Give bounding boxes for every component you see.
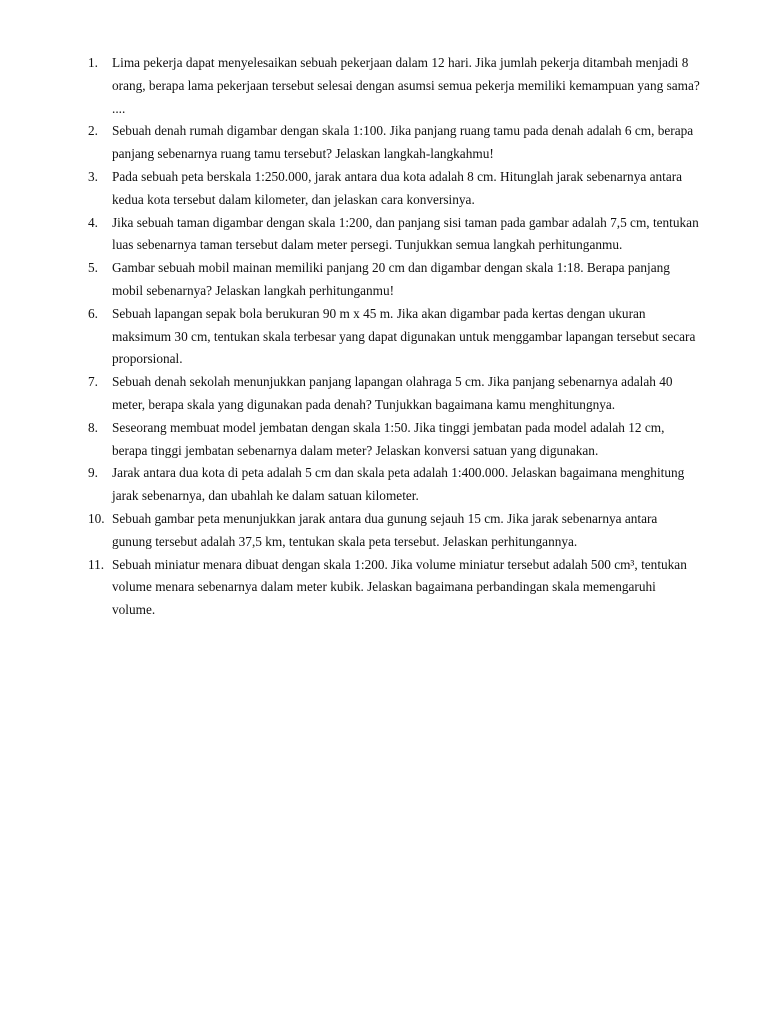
question-item — [88, 554, 700, 622]
question-text: Sebuah lapangan sepak bola berukuran 90 m x 45 m. Jika akan digambar pada kertas dengan ukuran maksimum 30 cm, tentukan skala terbesar yang dapat digunakan untuk menggambar lapangan tersebut secara proporsional. — [112, 305, 696, 367]
question-text: Sebuah gambar peta menunjukkan jarak antara dua gunung sejauh 15 cm. Jika jarak sebenarnya antara gunung tersebut adalah 37,5 km, tentukan skala peta tersebut. Jelaskan perhitungannya. — [112, 510, 658, 549]
question-number: 1. — [88, 55, 98, 70]
question-item — [88, 257, 700, 303]
question-number: 9. — [88, 465, 98, 481]
question-text: Pada sebuah peta berskala 1:250.000, jarak antara dua kota adalah 8 cm. Hitunglah jarak sebenarnya antara kedua kota tersebut dalam kilometer, dan jelaskan cara konversinya. — [112, 168, 683, 207]
question-text: Sebuah denah sekolah menunjukkan panjang lapangan olahraga 5 cm. Jika panjang sebenarnya adalah 40 meter, berapa skala yang digunakan pada denah? Tunjukkan bagaimana kamu menghitungnya. — [112, 374, 673, 412]
question-number: 6. — [88, 305, 98, 321]
question-item — [88, 303, 700, 371]
question-item — [88, 166, 700, 212]
question-item — [88, 52, 700, 120]
question-number: 11. — [88, 556, 105, 572]
question-item — [88, 417, 700, 463]
question-item — [88, 120, 700, 166]
question-text: Jika sebuah taman digambar dengan skala 1:200, dan panjang sisi taman pada gambar adalah 7,5 cm, tentukan luas sebenarnya taman tersebut dalam meter persegi. Tunjukkan semua langkah perhitunganmu. — [112, 214, 699, 253]
question-number: 10. — [88, 510, 105, 526]
question-item — [88, 371, 700, 417]
question-number: 3. — [88, 168, 98, 184]
question-item — [88, 462, 700, 508]
question-text: Sebuah miniatur menara dibuat dengan skala 1:200. Jika volume miniatur tersebut adalah 500 cm³, tentukan volume menara sebenarnya dalam meter kubik. Jelaskan bagaimana perbandingan skala memengaruhi volume. — [112, 556, 687, 618]
question-text: Sebuah denah rumah digambar dengan skala 1:100. Jika panjang ruang tamu pada denah adalah 6 cm, berapa panjang sebenarnya ruang tamu tersebut? Jelaskan langkah-langkahmu! — [112, 123, 694, 162]
question-text: Seseorang membuat model jembatan dengan skala 1:50. Jika tinggi jembatan pada model adalah 12 cm, berapa tinggi jembatan sebenarnya dalam meter? Jelaskan konversi satuan yang digunakan. — [112, 419, 665, 458]
question-text: Jarak antara dua kota di peta adalah 5 cm dan skala peta adalah 1:400.000. Jelaskan bagaimana menghitung jarak sebenarnya, dan ubahlah ke dalam satuan kilometer. — [112, 465, 685, 504]
question-number: 8. — [88, 419, 98, 435]
question-text: Lima pekerja dapat menyelesaikan sebuah pekerjaan dalam 12 hari. Jika jumlah pekerja ditambah menjadi 8 orang, berapa lama pekerjaan tersebut selesai dengan asumsi semua pekerja memiliki kemampuan yang sama? .... — [112, 55, 700, 116]
question-text: Gambar sebuah mobil mainan memiliki panjang 20 cm dan digambar dengan skala 1:18. Berapa panjang mobil sebenarnya? Jelaskan langkah perhitunganmu! — [112, 260, 670, 298]
question-list — [88, 52, 700, 622]
question-item — [88, 212, 700, 258]
question-number: 4. — [88, 214, 98, 230]
question-item — [88, 508, 700, 554]
question-number: 2. — [88, 123, 98, 139]
question-number: 5. — [88, 260, 98, 276]
question-number: 7. — [88, 374, 98, 390]
